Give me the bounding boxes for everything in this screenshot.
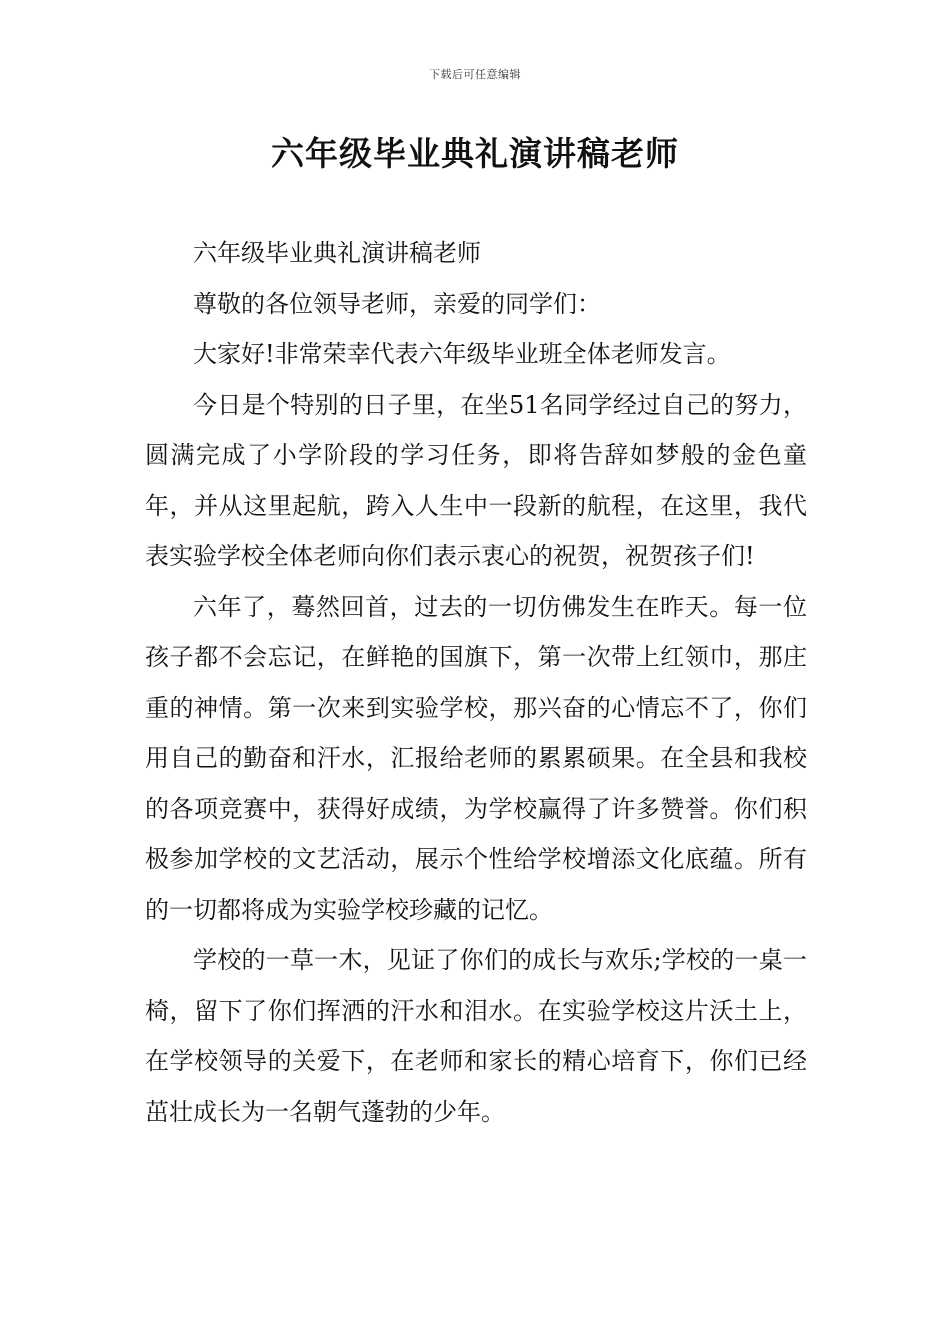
document-title: 六年级毕业典礼演讲稿老师 [271,134,679,173]
paragraph-congratulations: 今日是个特别的日子里，在坐51名同学经过自己的努力，圆满完成了小学阶段的学习任务，即将告辞如梦般的金色童年，并从这里起航，跨入人生中一段新的航程，在这里，我代表实验学校全体老师向你们表示衷心的祝贺，祝贺孩子们! [145,390,807,570]
paragraph-heading: 六年级毕业典礼演讲稿老师 [193,239,481,267]
paragraph-growth: 学校的一草一木，见证了你们的成长与欢乐;学校的一桌一椅，留下了你们挥洒的汗水和泪水。在实验学校这片沃土上，在学校领导的关爱下，在老师和家长的精心培育下，你们已经茁壮成长为一名朝气蓬勃的少年。 [145,946,807,1126]
paragraph-memories: 六年了，蓦然回首，过去的一切仿佛发生在昨天。每一位孩子都不会忘记，在鲜艳的国旗下，第一次带上红领巾，那庄重的神情。第一次来到实验学校，那兴奋的心情忘不了，你们用自己的勤奋和汗水，汇报给老师的累累硕果。在全县和我校的各项竞赛中，获得好成绩，为学校赢得了许多赞誉。你们积极参加学校的文艺活动，展示个性给学校增添文化底蕴。所有的一切都将成为实验学校珍藏的记忆。 [145,592,807,924]
paragraph-greeting: 大家好!非常荣幸代表六年级毕业班全体老师发言。 [193,340,731,368]
document-body [145,228,807,1137]
paragraph-salutation: 尊敬的各位领导老师，亲爱的同学们： [193,289,601,318]
header-note: 下载后可任意编辑 [429,68,521,81]
